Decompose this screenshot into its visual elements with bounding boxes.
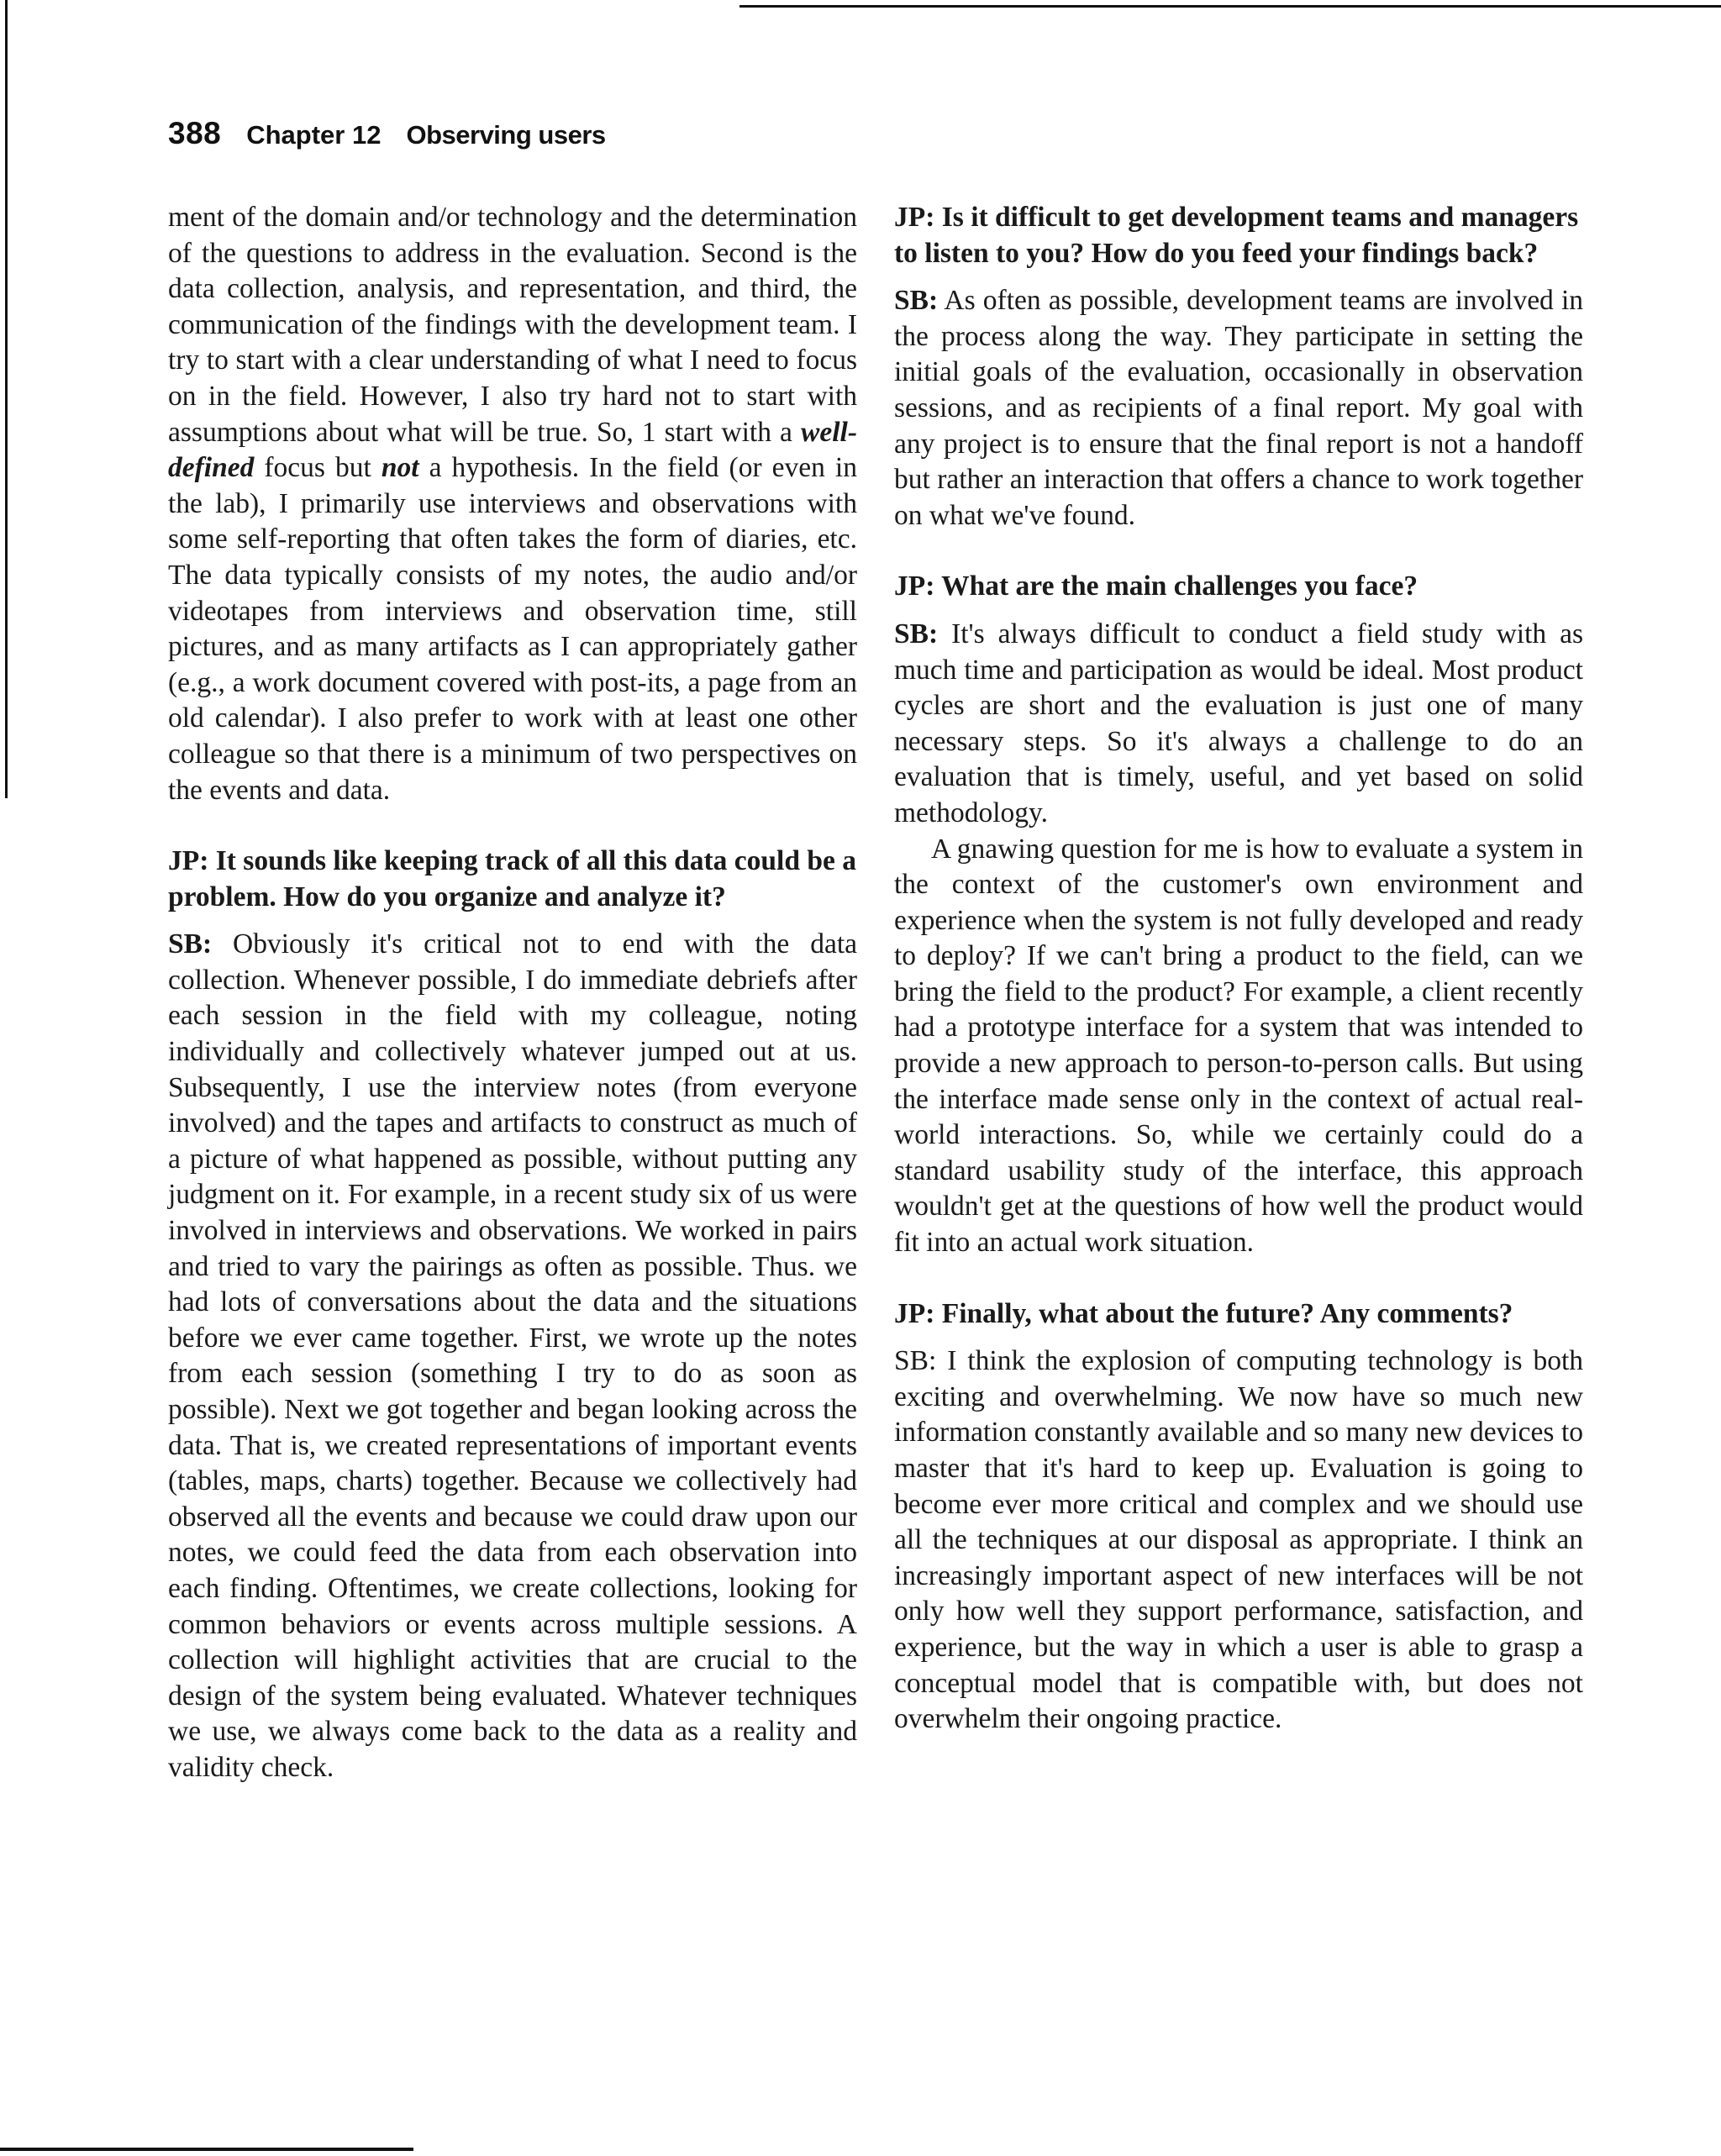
top-rule bbox=[739, 5, 1721, 8]
right-column bbox=[894, 200, 1583, 1738]
speaker-label: SB: bbox=[894, 1345, 937, 1377]
interview-answer bbox=[894, 283, 1583, 534]
interview-question: JP: Is it difficult to get development teams and managers to listen to you? How do you feed your findings back? bbox=[894, 202, 1579, 269]
page-number: 388 bbox=[168, 116, 222, 150]
speaker-label: SB: bbox=[894, 618, 939, 649]
interview-question: JP: What are the main challenges you face? bbox=[894, 571, 1418, 602]
left-margin-rule bbox=[5, 0, 8, 798]
interview-paragraph bbox=[168, 200, 857, 808]
interview-paragraph: A gnawing question for me is how to evaluate a system in the context of the customer's own environment and experience when the system is not fully developed and ready to deploy? If we can't bring a product to the field, can we bring the field to the product? For example, a client recently had a prototype interface for a system that was intended to provide a new approach to person-to-person calls. But using the interface made sense only in the context of actual real-world interactions. So, while we certainly could do a standard usability study of the interface, this approach wouldn't get at the questions of how well the product would fit into an actual work situation. bbox=[894, 833, 1583, 1259]
answer-text: I think the explosion of computing technology is both exciting and overwhelming. We now have so much new information constantly available and so many new devices to master that it's hard to keep up. Evaluation is going to become ever more critical and complex and we should use all the techniques at our disposal as appropriate. I think an increasingly important aspect of new interfaces will be not only how well they support performance, satisfaction, and experience, but the way in which a user is able to grasp a conceptual model that is compatible with, but does not overwhelm their ongoing practice. bbox=[894, 1345, 1583, 1735]
answer-text: Obviously it's critical not to end with the data collection. Whenever possible, I do immediate debriefs after each session in the field with my colleague, noting individually and collectively whatever jumped out at us. Subsequently, I use the interview notes (from everyone involved) and the tapes and artifacts to construct as much of a picture of what happened as possible, without putting any judgment on it. For example, in a recent study six of us were involved in interviews and observations. We worked in pairs and tried to vary the pairings as often as possible. Thus. we had lots of conversations about the data and the situations before we ever came together. First, we wrote up the notes from each session (something I try to do as soon as possible). Next we got together and began looking across the data. That is, we created representations of important events (tables, maps, charts) together. Because we collectively had observed all the events and because we could draw upon our notes, we could feed the data from each observation into each finding. Oftentimes, we create collections, looking for common behaviors or events across multiple sessions. A collection will highlight activities that are crucial to the design of the system being evaluated. Whatever techniques we use, we always come back to the data as a reality and validity check. bbox=[168, 928, 857, 1783]
bottom-rule bbox=[0, 2148, 413, 2151]
paragraph-text: a hypothesis. In the field (or even in the lab), I primarily use interviews and observations with some self-reporting that often takes the form of diaries, etc. The data typically consists of my notes, the audio and/or videotapes from interviews and observation time, still pictures, and as many artifacts as I can appropriately gather (e.g., a work document covered with post-its, a page from an old calendar). I also prefer to work with at least one other colleague so that there is a minimum of two perspectives on the events and data. bbox=[168, 452, 857, 806]
interview-answer bbox=[894, 1344, 1583, 1738]
answer-text: It's always difficult to conduct a field study with as much time and participation as would be ideal. Most product cycles are short and the evaluation is just one of many necessary steps. So it's always a challenge to do an evaluation that is timely, useful, and yet based on solid methodology. bbox=[894, 618, 1583, 828]
chapter-label: Chapter 12 bbox=[246, 120, 382, 150]
interview-question: JP: Finally, what about the future? Any comments? bbox=[894, 1297, 1513, 1329]
paragraph-text: ment of the domain and/or technology and the determination of the questions to address in the evaluation. Second is the data collection, analysis, and representation, and third, the communication of the findings with the development team. I try to start with a clear understanding of what I need to focus on in the field. However, I also try hard not to start with assumptions about what will be true. So, 1 start with a bbox=[168, 202, 857, 448]
chapter-title: Observing users bbox=[406, 120, 606, 150]
speaker-label: SB: bbox=[894, 285, 939, 317]
emphasis-text: not bbox=[381, 452, 419, 484]
answer-text: As often as possible, development teams are involved in the process along the way. They participate in setting the initial goals of the evaluation, occasionally in observation sessions, and as recipients of a final report. My goal with any project is to ensure that the final report is not a handoff but rather an interaction that offers a chance to work together on what we've found. bbox=[894, 285, 1583, 531]
paragraph-text: focus but bbox=[254, 452, 382, 484]
interview-answer bbox=[894, 617, 1583, 832]
emphasis-text: well-defined bbox=[168, 416, 857, 484]
interview-answer bbox=[168, 927, 857, 1785]
speaker-label: SB: bbox=[168, 928, 213, 960]
running-header bbox=[168, 116, 606, 158]
left-column bbox=[168, 200, 857, 1786]
interview-question: JP: It sounds like keeping track of all this data could be a problem. How do you organize and analyze it? bbox=[168, 845, 856, 912]
